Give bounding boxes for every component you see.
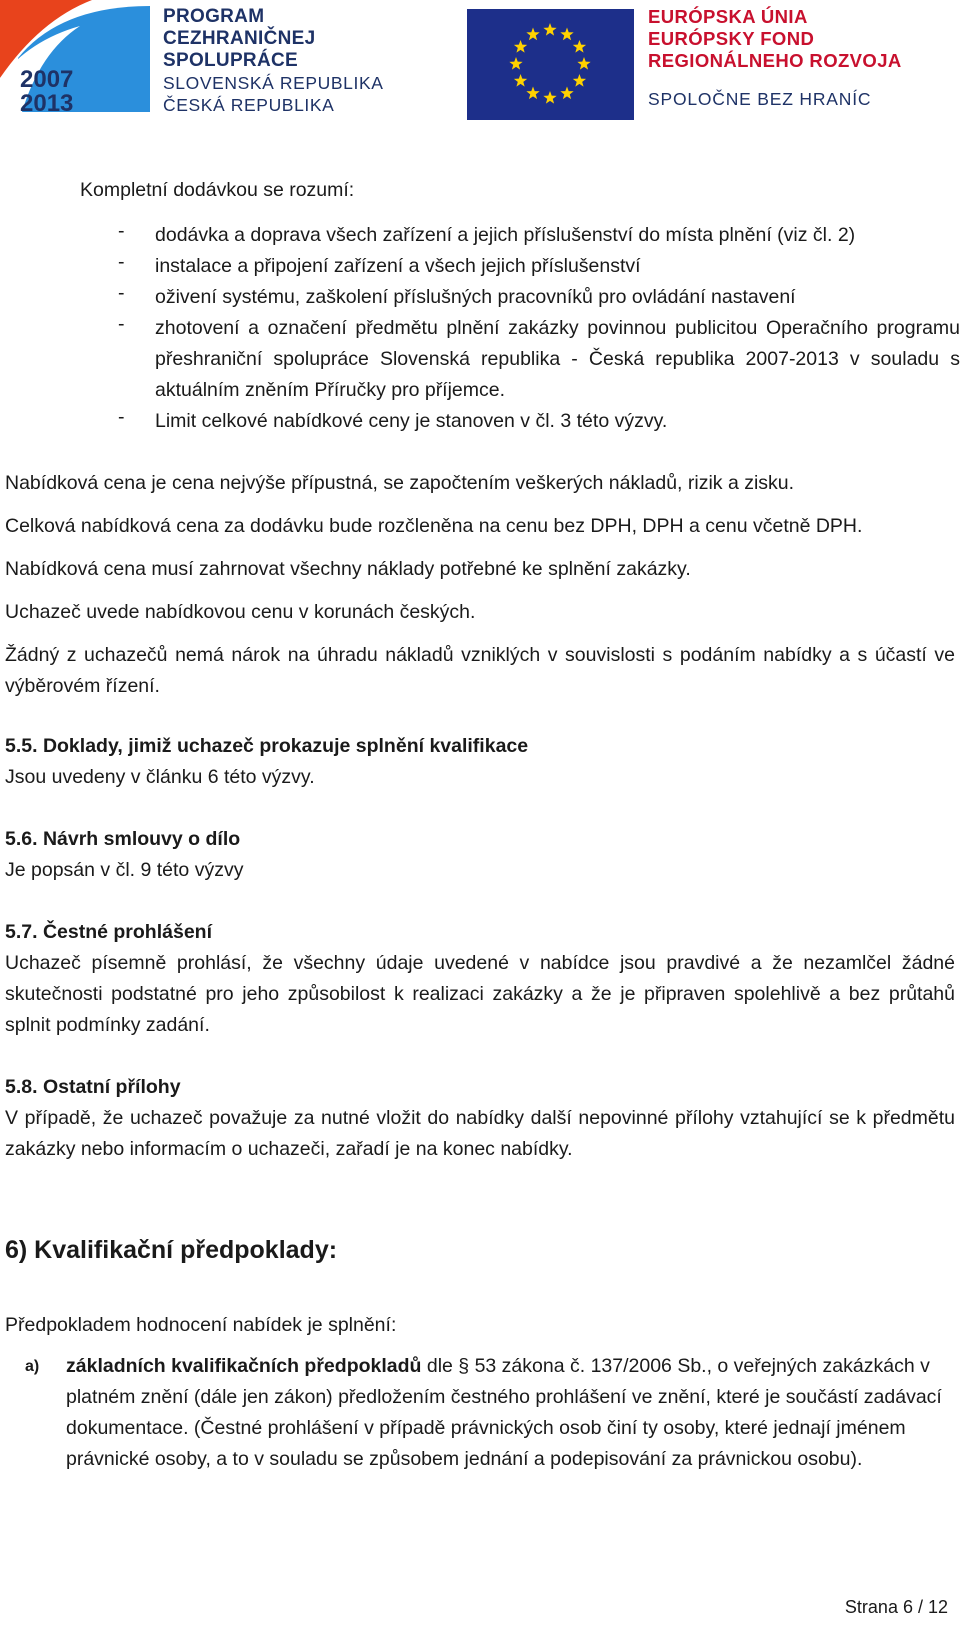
bullet-dash: - xyxy=(118,220,125,242)
paragraph: Uchazeč uvede nabídkovou cenu v korunách českých. xyxy=(5,601,476,623)
program-country: SLOVENSKÁ REPUBLIKA xyxy=(163,73,384,93)
section-text: V případě, že uchazeč považuje za nutné vložit do nabídky další nepovinné přílohy vztahující se k předmětu zakázky nebo informacím o uchazeči, zařadí je na konec nabídky. xyxy=(5,1107,955,1160)
eu-line: EURÓPSKA ÚNIA xyxy=(648,6,808,27)
paragraph: Žádný z uchazečů nemá nárok na úhradu nákladů vzniklých v souvislosti s podáním nabídky a s účastí ve výběrovém řízení. xyxy=(5,644,955,697)
program-country: ČESKÁ REPUBLIKA xyxy=(163,95,335,115)
chapter-intro: Předpokladem hodnocení nabídek je splnění: xyxy=(5,1314,397,1336)
program-line: CEZHRANIČNEJ xyxy=(163,28,316,49)
list-item-label: a) xyxy=(25,1358,40,1375)
section-text: Jsou uvedeny v článku 6 této výzvy. xyxy=(5,766,315,788)
eu-line: EURÓPSKY FOND xyxy=(648,28,815,49)
list-item: zhotovení a označení předmětu plnění zakázky povinnou publicitou Operačního programu přeshraniční spolupráce Slovenská republika - Česká republika 2007-2013 v souladu s aktuálním zněním Příručky pro příjemce. xyxy=(155,317,960,401)
item-bold-text: základních kvalifikačních předpokladů xyxy=(66,1355,422,1377)
program-logo xyxy=(0,0,150,122)
section-text: Je popsán v čl. 9 této výzvy xyxy=(5,859,244,881)
program-line: SPOLUPRÁCE xyxy=(163,50,298,71)
eu-line: REGIONÁLNEHO ROZVOJA xyxy=(648,50,902,71)
list-item: dodávka a doprava všech zařízení a jejich příslušenství do místa plnění (viz čl. 2) xyxy=(155,224,856,246)
paragraph: Nabídková cena musí zahrnovat všechny náklady potřebné ke splnění zakázky. xyxy=(5,558,691,580)
eu-slogan: SPOLOČNE BEZ HRANÍC xyxy=(648,89,872,109)
list-item: Limit celkové nabídkové ceny je stanoven v čl. 3 této výzvy. xyxy=(155,410,668,432)
bullet-dash: - xyxy=(118,251,125,273)
section-text: Uchazeč písemně prohlásí, že všechny údaje uvedené v nabídce jsou pravdivé a že nezamlčel žádné skutečnosti podstatné pro jeho způsobilost k realizaci zakázky a že je připraven spolehlivě a bez průtahů splnit podmínky zadání. xyxy=(5,952,955,1036)
program-title xyxy=(163,6,433,116)
bullet-dash: - xyxy=(118,313,125,335)
section-heading: 5.5. Doklady, jimiž uchazeč prokazuje splnění kvalifikace xyxy=(5,735,529,757)
bullet-dash: - xyxy=(118,282,125,304)
logo-year-2: 2013 xyxy=(20,90,74,117)
logo-year-1: 2007 xyxy=(20,66,74,93)
paragraph: Nabídková cena je cena nejvýše přípustná, se započtením veškerých nákladů, rizik a zisku. xyxy=(5,472,795,494)
list-item xyxy=(66,1351,960,1475)
program-line: PROGRAM xyxy=(163,6,265,27)
list-item: oživení systému, zaškolení příslušných pracovníků pro ovládání nastavení xyxy=(155,286,796,308)
list-item: instalace a připojení zařízení a všech jejich příslušenství xyxy=(155,255,641,277)
bullet-dash: - xyxy=(118,406,125,428)
eu-flag xyxy=(467,9,634,120)
chapter-heading: 6) Kvalifikační předpoklady: xyxy=(5,1236,338,1264)
paragraph: Celková nabídková cena za dodávku bude rozčleněna na cenu bez DPH, DPH a cenu včetně DPH. xyxy=(5,515,863,537)
section-heading: 5.7. Čestné prohlášení xyxy=(5,921,212,943)
page-number: Strana 6 / 12 xyxy=(844,1597,948,1617)
eu-title xyxy=(648,6,948,110)
intro-text: Kompletní dodávkou se rozumí: xyxy=(80,179,355,201)
item-text: dle § 53 zákona č. 137/2006 Sb., o veřejných zakázkách v platném znění (dále jen zákon) předložením čestného prohlášení ve znění, které je součástí zadávací dokumentace. (Čestné prohlášení v případě právnických osob činí ty osoby, které jednají jménem právnické osoby, a to v souladu se způsobem jednání a podepisování za právnickou osobu). xyxy=(66,1355,942,1470)
section-heading: 5.6. Návrh smlouvy o dílo xyxy=(5,828,241,850)
section-heading: 5.8. Ostatní přílohy xyxy=(5,1076,181,1098)
